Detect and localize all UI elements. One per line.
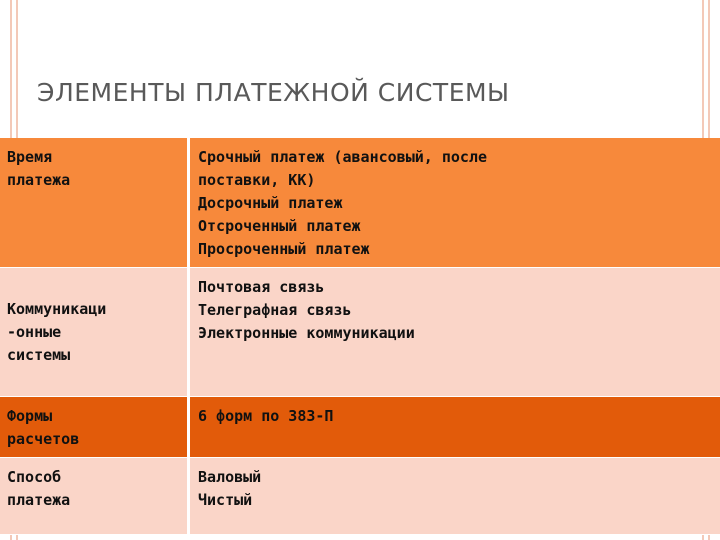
row-items-cell bbox=[189, 397, 720, 458]
list-item: Досрочный платеж bbox=[198, 194, 343, 212]
row-items-cell bbox=[189, 138, 720, 268]
table-row bbox=[0, 138, 720, 268]
list-item: поставки, КК) bbox=[198, 171, 316, 189]
row-items-cell bbox=[189, 458, 720, 535]
list-item: Просроченный платеж bbox=[198, 240, 370, 258]
row-label-cell bbox=[0, 138, 189, 268]
table-row bbox=[0, 268, 720, 397]
slide-title: ЭЛЕМЕНТЫ ПЛАТЕЖНОЙ СИСТЕМЫ bbox=[37, 78, 510, 107]
row-label-line: Время bbox=[7, 148, 53, 166]
list-item: Чистый bbox=[198, 491, 253, 509]
row-label-line: Способ bbox=[7, 468, 62, 486]
row-label-cell bbox=[0, 397, 189, 458]
row-label-cell bbox=[0, 268, 189, 397]
table-row bbox=[0, 397, 720, 458]
row-label-line: расчетов bbox=[7, 430, 80, 448]
payment-elements-table bbox=[0, 138, 720, 535]
row-label-line: платежа bbox=[7, 491, 71, 509]
table-row bbox=[0, 458, 720, 535]
row-label-line: -онные bbox=[7, 323, 62, 341]
list-item: Срочный платеж (авансовый, после bbox=[198, 148, 487, 166]
row-items-cell bbox=[189, 268, 720, 397]
list-item: Электронные коммуникации bbox=[198, 324, 415, 342]
list-item: Почтовая связь bbox=[198, 278, 325, 296]
list-item: Телеграфная связь bbox=[198, 301, 352, 319]
row-label-line: системы bbox=[7, 346, 71, 364]
list-item: Валовый bbox=[198, 468, 262, 486]
row-label-cell bbox=[0, 458, 189, 535]
list-item: Отсроченный платеж bbox=[198, 217, 361, 235]
row-label-line: Коммуникаци bbox=[7, 300, 107, 318]
list-item: 6 форм по 383-П bbox=[198, 407, 334, 425]
row-label-line: платежа bbox=[7, 171, 71, 189]
row-label-line: Формы bbox=[7, 407, 53, 425]
